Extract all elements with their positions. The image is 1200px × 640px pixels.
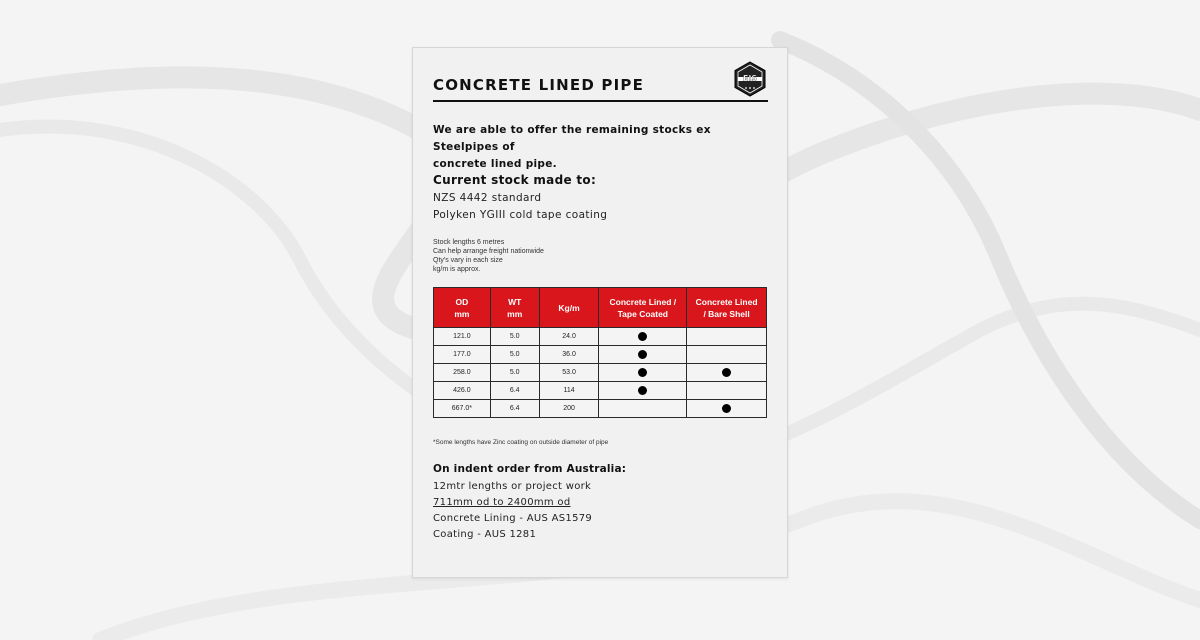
indent-line-2: 711mm od to 2400mm od — [433, 497, 571, 508]
stock-table — [433, 287, 767, 418]
cell-wt: 5.0 — [490, 364, 539, 382]
logo-text: EIS — [742, 74, 758, 83]
footnote: *Some lengths have Zinc coating on outside diameter of pipe — [433, 439, 609, 446]
cell-od: 426.0 — [434, 382, 491, 400]
note-line: kg/m is approx. — [433, 266, 481, 273]
cell-kgm: 200 — [539, 400, 599, 418]
cell-wt: 5.0 — [490, 346, 539, 364]
cell-od: 121.0 — [434, 328, 491, 346]
cell-bare-shell — [687, 400, 767, 418]
cell-tape-coated — [599, 382, 687, 400]
table-row — [434, 346, 767, 364]
cell-bare-shell — [687, 382, 767, 400]
cell-tape-coated — [599, 346, 687, 364]
availability-dot-icon — [638, 368, 647, 377]
current-stock-heading: Current stock made to: — [433, 173, 597, 187]
table-header-row — [434, 288, 767, 328]
stock-standard: NZS 4442 standard — [433, 192, 542, 204]
note-line: Can help arrange freight nationwide — [433, 248, 544, 255]
availability-dot-icon — [638, 332, 647, 341]
cell-kgm: 114 — [539, 382, 599, 400]
header-wt: WT mm — [490, 288, 539, 328]
intro-paragraph — [433, 122, 773, 173]
title-divider — [433, 100, 768, 102]
table-row — [434, 328, 767, 346]
intro-line: concrete lined pipe. — [433, 158, 557, 170]
document-title: CONCRETE LINED PIPE — [433, 76, 645, 94]
cell-wt: 6.4 — [490, 400, 539, 418]
table-row — [434, 364, 767, 382]
availability-dot-icon — [722, 404, 731, 413]
header-od: OD mm — [434, 288, 491, 328]
note-line: Qty's vary in each size — [433, 257, 503, 264]
stock-notes — [433, 238, 544, 274]
cell-kgm: 24.0 — [539, 328, 599, 346]
indent-line-3: Concrete Lining - AUS AS1579 — [433, 513, 593, 524]
indent-heading: On indent order from Australia: — [433, 463, 627, 475]
cell-kgm: 53.0 — [539, 364, 599, 382]
product-sheet — [412, 47, 788, 578]
indent-line-4: Coating - AUS 1281 — [433, 529, 537, 540]
header-kgm: Kg/m — [539, 288, 599, 328]
cell-bare-shell — [687, 346, 767, 364]
cell-bare-shell — [687, 328, 767, 346]
cell-bare-shell — [687, 364, 767, 382]
table-row — [434, 382, 767, 400]
stock-coating: Polyken YGIII cold tape coating — [433, 209, 608, 221]
cell-tape-coated — [599, 328, 687, 346]
availability-dot-icon — [722, 368, 731, 377]
cell-od: 258.0 — [434, 364, 491, 382]
header-tape-coated: Concrete Lined / Tape Coated — [599, 288, 687, 328]
availability-dot-icon — [638, 386, 647, 395]
indent-line-1: 12mtr lengths or project work — [433, 481, 592, 492]
cell-kgm: 36.0 — [539, 346, 599, 364]
cell-wt: 6.4 — [490, 382, 539, 400]
cell-tape-coated — [599, 364, 687, 382]
cell-tape-coated — [599, 400, 687, 418]
cell-od: 177.0 — [434, 346, 491, 364]
table-row — [434, 400, 767, 418]
header-bare-shell: Concrete Lined / Bare Shell — [687, 288, 767, 328]
intro-line: We are able to offer the remaining stocks ex Steelpipes of — [433, 124, 711, 153]
availability-dot-icon — [638, 350, 647, 359]
cell-wt: 5.0 — [490, 328, 539, 346]
cell-od: 667.0* — [434, 400, 491, 418]
note-line: Stock lengths 6 metres — [433, 239, 505, 246]
company-logo — [733, 61, 767, 97]
